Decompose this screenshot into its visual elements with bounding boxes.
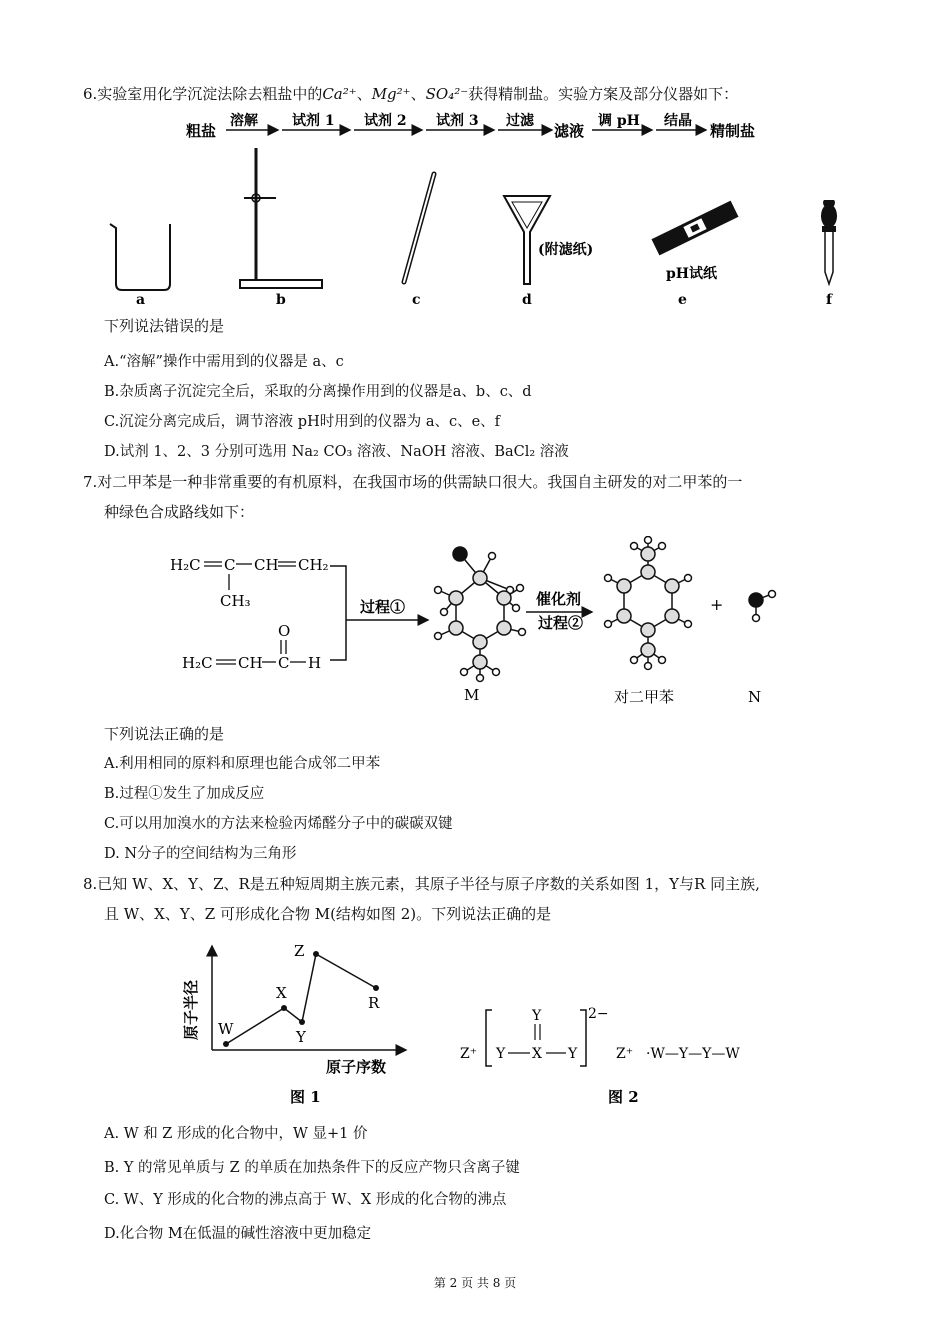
isoprene-structure [170,556,329,610]
q8-option-a[interactable]: A. W 和 Z 形成的化合物中，W 显+1 价 [104,1126,368,1142]
q8-figure-2-structure [456,996,796,1112]
flow-step-5: 过滤 [506,113,534,129]
label-m: M [464,686,480,704]
flow-step-6: 调 pH [598,113,640,129]
instrument-label-b: b [276,292,286,308]
para-xylene-model [605,537,692,670]
q8-option-c[interactable]: C. W、Y 形成的化合物的沸点高于 W、X 形成的化合物的沸点 [104,1192,507,1208]
point-label-y: Y [296,1028,306,1046]
acrolein-structure [182,622,321,672]
q7-option-b[interactable]: B.过程①发生了加成反应 [104,786,265,802]
instrument-label-d: d [522,292,532,308]
q6-option-b[interactable]: B.杂质离子沉淀完全后，采取的分离操作用到的仪器是a、b、c、d [104,384,532,400]
label-n: N [748,688,762,706]
instrument-label-f: f [826,292,833,308]
point-w [223,1041,229,1047]
flow-step-7: 结晶 [664,113,692,129]
svg-text:CH₃: CH₃ [220,592,251,610]
q7-option-c[interactable]: C.可以用加溴水的方法来检验丙烯醛分子中的碳碳双键 [104,816,453,832]
plus-sign: + [710,595,724,614]
molecule-n-model [749,591,776,622]
graph-xlabel: 原子序数 [326,1058,387,1076]
q7-option-a[interactable]: A.利用相同的原料和原理也能合成邻二甲苯 [104,756,381,772]
iron-stand-icon [240,148,322,288]
process-1-label: 过程① [360,598,406,616]
q6-process-flow [180,108,780,144]
process-2-label: 过程② [538,614,584,632]
figure-2-caption: 图 2 [608,1088,639,1106]
flow-step-4: 试剂 3 [436,113,479,129]
svg-text:CH₂: CH₂ [298,556,329,574]
flow-start: 粗盐 [186,122,217,140]
struct-x: X [532,1046,542,1062]
ph-paper-label: pH试纸 [666,266,718,282]
struct-chain: ·W—Y—Y—W [646,1046,740,1062]
instrument-label-a: a [136,292,146,308]
page-footer: 第 2 页 共 8 页 [433,1276,517,1290]
instrument-label-e: e [678,292,687,308]
flow-step-2: 试剂 1 [292,113,335,129]
q7-stem-line2: 种绿色合成路线如下： [104,503,255,521]
catalyst-label: 催化剂 [536,590,582,608]
struct-y-top: Y [532,1008,542,1024]
svg-text:H: H [308,654,322,672]
q6-option-d[interactable]: D.试剂 1、2、3 分别可选用 Na₂ CO₃ 溶液、NaOH 溶液、BaCl₂ 溶液 [104,444,569,460]
struct-y-right: Y [568,1046,578,1062]
struct-z-cation-1: Z⁺ [460,1046,478,1062]
point-label-x: X [276,984,287,1002]
ph-paper-icon [652,201,739,256]
point-label-w: W [218,1020,234,1038]
q8-option-b[interactable]: B. Y 的常见单质与 Z 的单质在加热条件下的反应产物只含离子键 [104,1160,520,1176]
q6-option-a[interactable]: A.“溶解”操作中需用到的仪器是 a、c [104,354,344,370]
svg-text:CH: CH [238,654,263,672]
q8-stem-line2: 且 W、X、Y、Z 可形成化合物 M(结构如图 2)。下列说法正确的是 [104,905,552,923]
svg-text:H₂C: H₂C [182,654,213,672]
svg-text:C: C [224,556,236,574]
point-z [313,951,319,957]
svg-text:H₂C: H₂C [170,556,201,574]
filter-paper-note: (附滤纸) [538,242,594,258]
struct-charge: 2− [588,1006,609,1022]
struct-y-left: Y [496,1046,506,1062]
graph-ylabel: 原子半径 [182,979,200,1040]
glass-rod-icon [404,174,434,282]
flow-step-3: 试剂 2 [364,113,407,129]
flow-mid: 滤液 [554,122,585,140]
q7-stem-line1: 7.对二甲苯是一种非常重要的有机原料，在我国市场的供需缺口很大。我国自主研发的对二甲苯的一 [83,473,743,491]
figure-1-caption: 图 1 [290,1088,321,1106]
q7-synthesis-route [160,536,820,712]
point-label-r: R [368,994,380,1012]
instrument-label-c: c [412,292,421,308]
q8-option-d[interactable]: D.化合物 M在低温的碱性溶液中更加稳定 [104,1226,372,1242]
q7-question: 下列说法正确的是 [104,725,225,743]
q8-stem-line1: 8.已知 W、X、Y、Z、R是五种短周期主族元素，其原子半径与原子序数的关系如图 1，Y与R 同主族, [83,875,760,893]
flow-end: 精制盐 [710,122,756,140]
point-y [299,1019,305,1025]
q6-stem: 6.实验室用化学沉淀法除去粗盐中的Ca²⁺、Mg²⁺、SO₄²⁻获得精制盐。实验方案及部分仪器如下： [83,85,739,103]
q7-option-d[interactable]: D. N分子的空间结构为三角形 [104,846,297,862]
label-para-xylene: 对二甲苯 [614,688,675,706]
svg-text:CH: CH [254,556,279,574]
q6-instruments [100,144,860,312]
flow-step-1: 溶解 [230,113,258,129]
q6-question: 下列说法错误的是 [104,317,225,335]
point-r [373,985,379,991]
svg-text:C: C [278,654,290,672]
svg-text:O: O [278,622,291,640]
funnel-icon [504,196,550,284]
q8-figure-1-graph [170,936,420,1112]
q6-option-c[interactable]: C.沉淀分离完成后，调节溶液 pH时用到的仪器为 a、c、e、f [104,414,501,430]
molecule-m-model [435,547,526,682]
point-label-z: Z [294,942,305,960]
point-x [281,1005,287,1011]
beaker-icon [110,224,170,290]
dropper-icon [821,200,837,284]
struct-z-cation-2: Z⁺ [616,1046,634,1062]
